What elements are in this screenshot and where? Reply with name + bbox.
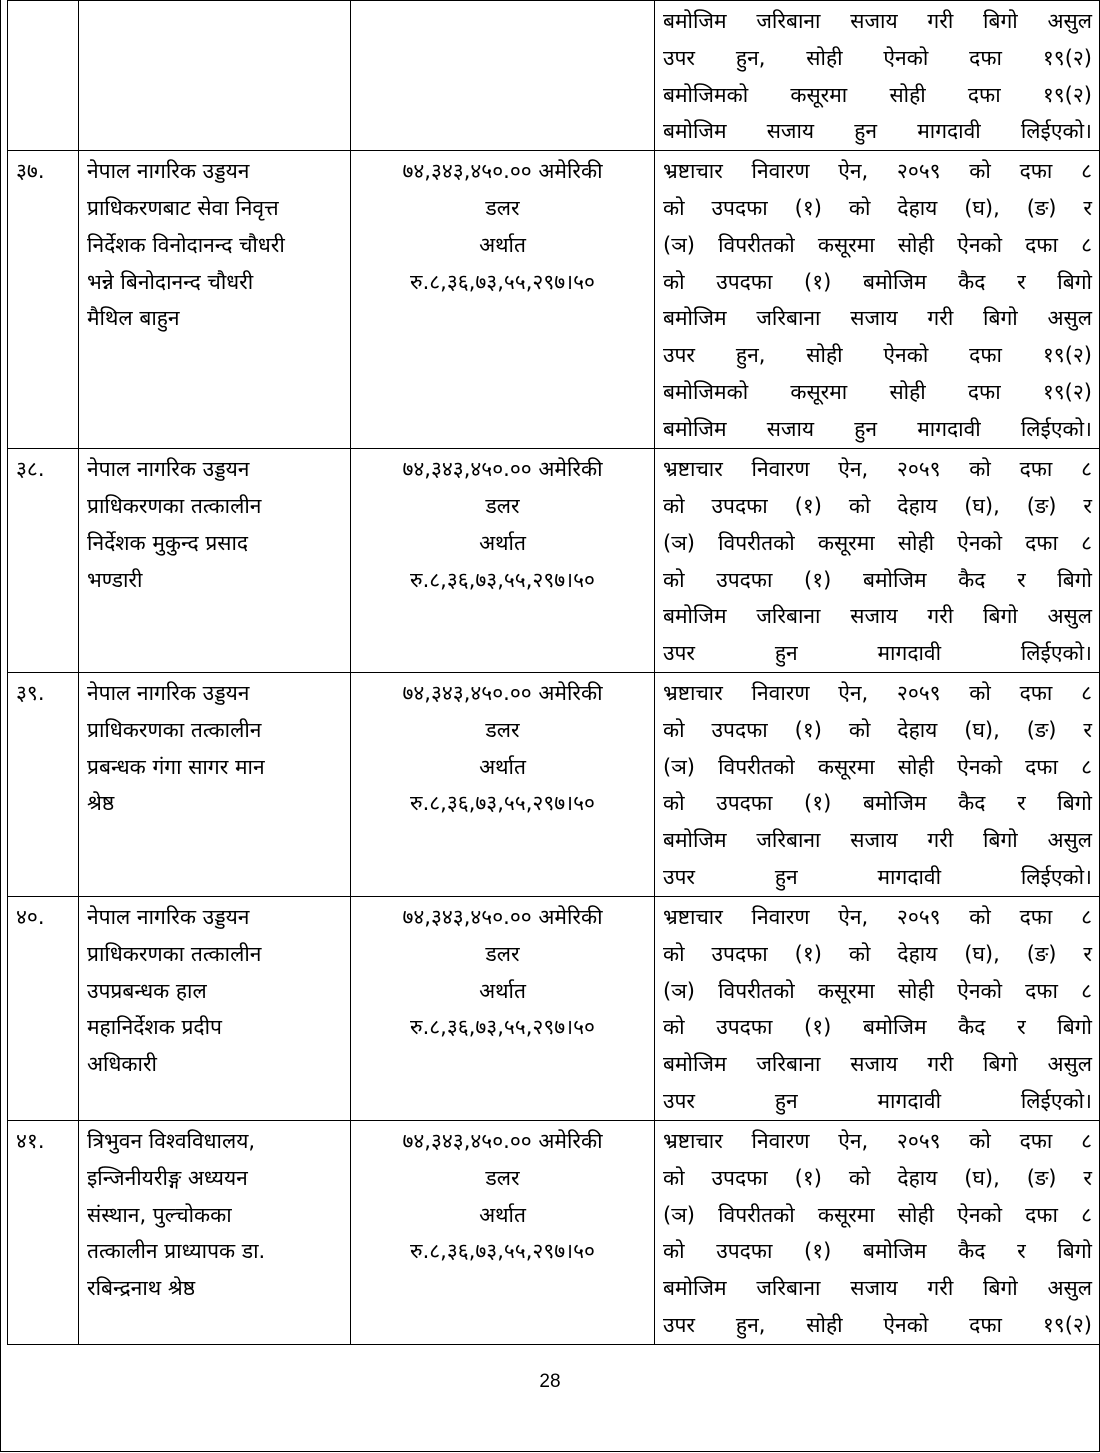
charge-description xyxy=(655,449,1100,673)
charge-description-line: भ्रष्टाचार निवारण ऐन, २०५९ को दफा ८ xyxy=(663,1128,1092,1153)
charge-description-line: बमोजिम जरिबाना सजाय गरी बिगो असुल xyxy=(663,1276,1092,1301)
charge-description-line: को उपदफा (१) को देहाय (घ), (ङ) र xyxy=(663,195,1092,220)
claim-amount-line: ७४,३४३,४५०.०० अमेरिकी xyxy=(402,1128,603,1153)
charge-description-line: (ञ) विपरीतको कसूरमा सोही ऐनको दफा ८ xyxy=(663,1202,1092,1227)
defendant-name-line: प्राधिकरणबाट सेवा निवृत्त xyxy=(87,195,279,220)
charge-description-line: बमोजिमको कसूरमा सोही दफा १९(२) xyxy=(663,82,1092,107)
table-row xyxy=(8,1120,1100,1344)
claim-amount-line: ७४,३४३,४५०.०० अमेरिकी xyxy=(402,680,603,705)
charge-description xyxy=(655,1120,1100,1344)
charge-description-line: भ्रष्टाचार निवारण ऐन, २०५९ को दफा ८ xyxy=(663,457,1092,482)
defendant-name-line: प्राधिकरणका तत्कालीन xyxy=(87,941,262,966)
defendant-name-line: उपप्रबन्धक हाल xyxy=(87,978,207,1003)
claim-amount-line: रु.८,३६,७३,५५,२९७।५० xyxy=(410,1015,595,1040)
charge-description-line: बमोजिम जरिबाना सजाय गरी बिगो असुल xyxy=(663,306,1092,331)
claim-amount xyxy=(351,1120,655,1344)
charge-description-line: बमोजिमको कसूरमा सोही दफा १९(२) xyxy=(663,379,1092,404)
charge-description-line: को उपदफा (१) को देहाय (घ), (ङ) र xyxy=(663,493,1092,518)
row-number: ३८. xyxy=(8,449,79,673)
defendant-name-line: नेपाल नागरिक उड्डयन xyxy=(87,159,250,184)
claim-amount-line: रु.८,३६,७३,५५,२९७।५० xyxy=(410,567,595,592)
claim-amount xyxy=(351,449,655,673)
charge-description xyxy=(655,1,1100,151)
charge-description-line: (ञ) विपरीतको कसूरमा सोही ऐनको दफा ८ xyxy=(663,232,1092,257)
claim-amount-line: डलर xyxy=(485,195,520,220)
claim-amount-line: डलर xyxy=(485,493,520,518)
claim-amount-line: ७४,३४३,४५०.०० अमेरिकी xyxy=(402,904,603,929)
charge-description-line: उपर हुन मागदावी लिईएको। xyxy=(663,864,1092,889)
charge-description-line: (ञ) विपरीतको कसूरमा सोही ऐनको दफा ८ xyxy=(663,978,1092,1003)
defendant-name xyxy=(79,1,351,151)
charge-description-line: बमोजिम जरिबाना सजाय गरी बिगो असुल xyxy=(663,1052,1092,1077)
charge-description-line: बमोजिम जरिबाना सजाय गरी बिगो असुल xyxy=(663,828,1092,853)
table-row xyxy=(8,449,1100,673)
defendant-name-line: तत्कालीन प्राध्यापक डा. xyxy=(87,1239,266,1264)
row-number: ३९. xyxy=(8,672,79,896)
row-number: ४०. xyxy=(8,896,79,1120)
claim-amount-line: रु.८,३६,७३,५५,२९७।५० xyxy=(410,1239,595,1264)
charge-description-line: भ्रष्टाचार निवारण ऐन, २०५९ को दफा ८ xyxy=(663,159,1092,184)
charge-description-line: भ्रष्टाचार निवारण ऐन, २०५९ को दफा ८ xyxy=(663,904,1092,929)
charge-description-line: को उपदफा (१) बमोजिम कैद र बिगो xyxy=(663,1015,1092,1040)
charge-description-line: को उपदफा (१) बमोजिम कैद र बिगो xyxy=(663,269,1092,294)
table-row xyxy=(8,896,1100,1120)
charge-description-line: (ञ) विपरीतको कसूरमा सोही ऐनको दफा ८ xyxy=(663,754,1092,779)
defendant-name xyxy=(79,672,351,896)
claim-amount xyxy=(351,151,655,449)
charge-description-line: को उपदफा (१) को देहाय (घ), (ङ) र xyxy=(663,717,1092,742)
claim-amount-line: रु.८,३६,७३,५५,२९७।५० xyxy=(410,791,595,816)
claim-amount-line: ७४,३४३,४५०.०० अमेरिकी xyxy=(402,159,603,184)
defendant-name-line: निर्देशक मुकुन्द प्रसाद xyxy=(87,530,249,555)
defendant-name-line: अधिकारी xyxy=(87,1052,157,1077)
row-number xyxy=(8,1,79,151)
claim-amount xyxy=(351,672,655,896)
case-table-body xyxy=(8,1,1100,1345)
claim-amount-line: डलर xyxy=(485,941,520,966)
claim-amount-line: अर्थात xyxy=(479,754,526,779)
charge-description-line: उपर हुन, सोही ऐनको दफा १९(२) xyxy=(663,1312,1092,1337)
claim-amount-line: अर्थात xyxy=(479,1202,526,1227)
charge-description xyxy=(655,672,1100,896)
charge-description-line: बमोजिम सजाय हुन मागदावी लिईएको। xyxy=(663,416,1092,441)
charge-description-line: भ्रष्टाचार निवारण ऐन, २०५९ को दफा ८ xyxy=(663,680,1092,705)
defendant-name-line: प्राधिकरणका तत्कालीन xyxy=(87,493,262,518)
defendant-name xyxy=(79,449,351,673)
charge-description xyxy=(655,151,1100,449)
charge-description-line: को उपदफा (१) को देहाय (घ), (ङ) र xyxy=(663,941,1092,966)
page-number: 28 xyxy=(539,1371,561,1392)
row-number: ३७. xyxy=(8,151,79,449)
case-table xyxy=(7,0,1100,1345)
claim-amount-line: अर्थात xyxy=(479,978,526,1003)
row-number: ४१. xyxy=(8,1120,79,1344)
defendant-name-line: प्राधिकरणका तत्कालीन xyxy=(87,717,262,742)
charge-description-line: उपर हुन, सोही ऐनको दफा १९(२) xyxy=(663,343,1092,368)
defendant-name xyxy=(79,1120,351,1344)
defendant-name-line: महानिर्देशक प्रदीप xyxy=(87,1015,222,1040)
charge-description-line: उपर हुन मागदावी लिईएको। xyxy=(663,1088,1092,1113)
charge-description-line: को उपदफा (१) बमोजिम कैद र बिगो xyxy=(663,1239,1092,1264)
charge-description-line: को उपदफा (१) बमोजिम कैद र बिगो xyxy=(663,567,1092,592)
defendant-name xyxy=(79,896,351,1120)
charge-description-line: को उपदफा (१) को देहाय (घ), (ङ) र xyxy=(663,1165,1092,1190)
defendant-name-line: रबिन्द्रनाथ श्रेष्ठ xyxy=(87,1276,196,1301)
charge-description-line: को उपदफा (१) बमोजिम कैद र बिगो xyxy=(663,791,1092,816)
defendant-name-line: प्रबन्धक गंगा सागर मान xyxy=(87,754,265,779)
defendant-name-line: निर्देशक विनोदानन्द चौधरी xyxy=(87,232,285,257)
defendant-name-line: त्रिभुवन विश्वविधालय, xyxy=(87,1128,256,1153)
claim-amount-line: डलर xyxy=(485,1165,520,1190)
charge-description-line: उपर हुन मागदावी लिईएको। xyxy=(663,641,1092,666)
defendant-name xyxy=(79,151,351,449)
table-row xyxy=(8,672,1100,896)
claim-amount-line: डलर xyxy=(485,717,520,742)
claim-amount-line: अर्थात xyxy=(479,530,526,555)
charge-description-line: (ञ) विपरीतको कसूरमा सोही ऐनको दफा ८ xyxy=(663,530,1092,555)
table-row xyxy=(8,151,1100,449)
defendant-name-line: नेपाल नागरिक उड्डयन xyxy=(87,457,250,482)
claim-amount-line: रु.८,३६,७३,५५,२९७।५० xyxy=(410,269,595,294)
claim-amount-line: ७४,३४३,४५०.०० अमेरिकी xyxy=(402,457,603,482)
charge-description-line: उपर हुन, सोही ऐनको दफा १९(२) xyxy=(663,45,1092,70)
defendant-name-line: मैथिल बाहुन xyxy=(87,306,180,331)
claim-amount-line: अर्थात xyxy=(479,232,526,257)
charge-description-line: बमोजिम जरिबाना सजाय गरी बिगो असुल xyxy=(663,9,1092,33)
defendant-name-line: भन्ने बिनोदानन्द चौधरी xyxy=(87,269,254,294)
charge-description-line: बमोजिम जरिबाना सजाय गरी बिगो असुल xyxy=(663,604,1092,629)
defendant-name-line: नेपाल नागरिक उड्डयन xyxy=(87,904,250,929)
claim-amount xyxy=(351,1,655,151)
defendant-name-line: इन्जिनीयरीङ्ग अध्ययन xyxy=(87,1165,248,1190)
defendant-name-line: भण्डारी xyxy=(87,567,143,592)
charge-description-line: बमोजिम सजाय हुन मागदावी लिईएको। xyxy=(663,119,1092,144)
charge-description xyxy=(655,896,1100,1120)
table-row xyxy=(8,1,1100,151)
defendant-name-line: संस्थान, पुल्चोकका xyxy=(87,1202,232,1227)
claim-amount xyxy=(351,896,655,1120)
defendant-name-line: नेपाल नागरिक उड्डयन xyxy=(87,680,250,705)
defendant-name-line: श्रेष्ठ xyxy=(87,791,115,816)
